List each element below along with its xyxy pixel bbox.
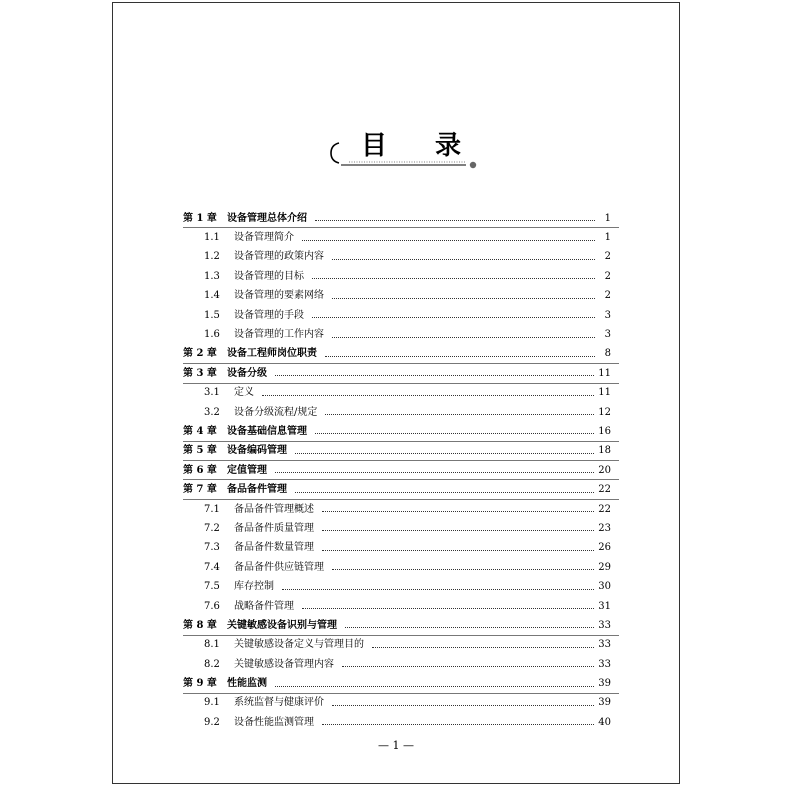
dot-leader <box>332 298 595 299</box>
dot-leader <box>332 569 594 570</box>
dot-leader <box>295 492 594 493</box>
toc-heading <box>321 121 510 176</box>
dot-leader <box>345 627 594 628</box>
dot-leader <box>372 647 594 648</box>
toc-entry-number: 3.2 <box>204 406 220 418</box>
toc-chapter-row[interactable] <box>183 364 611 383</box>
toc-entry-number: 7.5 <box>204 581 220 593</box>
toc-entry-number: 第 5 章 <box>183 445 217 457</box>
toc-entry-page: 16 <box>598 425 611 437</box>
dot-leader <box>322 724 594 725</box>
toc-entry-title: 备品备件管理 <box>227 484 287 496</box>
dot-leader <box>275 375 594 376</box>
dot-leader <box>342 666 594 667</box>
toc-entry-title: 战略备件管理 <box>234 600 294 612</box>
toc-entry-title: 库存控制 <box>234 581 274 593</box>
toc-chapter-row[interactable] <box>183 480 611 499</box>
toc-entry-title: 关键敏感设备管理内容 <box>234 658 334 670</box>
dot-leader <box>295 453 594 454</box>
toc-entry-page: 30 <box>598 581 611 593</box>
dot-leader <box>315 220 595 221</box>
table-of-contents <box>183 209 611 733</box>
toc-chapter-row[interactable] <box>183 345 611 364</box>
toc-entry-page: 2 <box>604 290 611 302</box>
dot-leader <box>302 608 594 609</box>
toc-entry-number: 9.1 <box>204 697 220 709</box>
toc-entry-page: 39 <box>598 697 611 709</box>
toc-chapter-row[interactable] <box>183 442 611 461</box>
toc-entry-title: 备品备件数量管理 <box>234 542 314 554</box>
toc-entry-title: 关键敏感设备定义与管理目的 <box>234 639 364 651</box>
toc-entry-number: 第 4 章 <box>183 425 217 437</box>
toc-entry-number: 第 8 章 <box>183 619 217 631</box>
toc-entry-title: 设备管理的工作内容 <box>234 329 324 341</box>
toc-section-row[interactable] <box>183 248 611 267</box>
toc-entry-title: 备品备件质量管理 <box>234 522 314 534</box>
toc-entry-page: 33 <box>598 639 611 651</box>
toc-entry-number: 第 3 章 <box>183 367 217 379</box>
dot-leader <box>325 414 594 415</box>
document-page <box>112 2 680 784</box>
toc-chapter-row[interactable] <box>183 461 611 480</box>
toc-entry-page: 1 <box>604 232 611 244</box>
toc-entry-number: 7.6 <box>204 600 220 612</box>
dot-leader <box>322 550 594 551</box>
toc-chapter-row[interactable] <box>183 422 611 441</box>
toc-entry-page: 18 <box>598 445 611 457</box>
toc-entry-title: 设备性能监测管理 <box>234 716 314 728</box>
page-number: — 1 — <box>378 739 414 752</box>
toc-entry-number: 8.1 <box>204 639 220 651</box>
toc-section-row[interactable] <box>183 325 611 344</box>
toc-section-row[interactable] <box>183 636 611 655</box>
toc-entry-page: 8 <box>604 348 611 360</box>
toc-entry-page: 40 <box>598 716 611 728</box>
toc-entry-page: 11 <box>598 367 611 379</box>
toc-entry-number: 1.6 <box>204 329 220 341</box>
toc-section-row[interactable] <box>183 558 611 577</box>
dot-leader <box>315 433 594 434</box>
toc-entry-number: 1.4 <box>204 290 220 302</box>
toc-section-row[interactable] <box>183 694 611 713</box>
dot-leader <box>302 240 595 241</box>
dot-leader <box>275 686 594 687</box>
toc-section-row[interactable] <box>183 577 611 596</box>
toc-entry-page: 29 <box>598 561 611 573</box>
toc-entry-page: 22 <box>598 503 611 515</box>
toc-entry-number: 第 9 章 <box>183 678 217 690</box>
page-title: 目录 <box>361 131 510 161</box>
toc-section-row[interactable] <box>183 500 611 519</box>
toc-entry-page: 33 <box>598 619 611 631</box>
toc-entry-page: 12 <box>598 406 611 418</box>
toc-entry-page: 1 <box>604 212 611 224</box>
toc-section-row[interactable] <box>183 403 611 422</box>
dot-leader <box>332 337 595 338</box>
toc-entry-number: 第 7 章 <box>183 484 217 496</box>
toc-section-row[interactable] <box>183 539 611 558</box>
toc-entry-title: 设备管理的要素网络 <box>234 290 324 302</box>
toc-section-row[interactable] <box>183 655 611 674</box>
dot-leader <box>275 472 594 473</box>
toc-entry-title: 定义 <box>234 387 254 399</box>
dot-leader <box>312 317 595 318</box>
dot-leader <box>312 278 595 279</box>
toc-entry-page: 11 <box>598 387 611 399</box>
toc-entry-page: 33 <box>598 658 611 670</box>
toc-entry-number: 9.2 <box>204 716 220 728</box>
toc-section-row[interactable] <box>183 306 611 325</box>
toc-entry-title: 备品备件管理概述 <box>234 503 314 515</box>
toc-entry-page: 39 <box>598 678 611 690</box>
toc-entry-page: 31 <box>598 600 611 612</box>
toc-section-row[interactable] <box>183 228 611 247</box>
toc-entry-title: 设备工程师岗位职责 <box>227 348 317 360</box>
toc-entry-number: 7.4 <box>204 561 220 573</box>
dot-leader <box>322 530 594 531</box>
toc-section-row[interactable] <box>183 267 611 286</box>
dot-leader <box>282 589 594 590</box>
toc-entry-page: 2 <box>604 251 611 263</box>
toc-entry-page: 22 <box>598 484 611 496</box>
toc-entry-number: 第 6 章 <box>183 464 217 476</box>
toc-entry-title: 设备管理总体介绍 <box>227 212 307 224</box>
toc-entry-number: 第 1 章 <box>183 212 217 224</box>
toc-entry-title: 设备管理的目标 <box>234 270 304 282</box>
toc-entry-page: 20 <box>598 464 611 476</box>
toc-entry-page: 26 <box>598 542 611 554</box>
toc-entry-title: 系统监督与健康评价 <box>234 697 324 709</box>
toc-entry-number: 3.1 <box>204 387 220 399</box>
toc-entry-page: 23 <box>598 522 611 534</box>
toc-entry-title: 性能监测 <box>227 678 267 690</box>
dot-leader <box>332 259 595 260</box>
toc-entry-number: 1.5 <box>204 309 220 321</box>
toc-entry-title: 设备分级 <box>227 367 267 379</box>
dot-leader <box>325 356 595 357</box>
toc-chapter-row[interactable] <box>183 616 611 635</box>
toc-entry-number: 7.3 <box>204 542 220 554</box>
toc-entry-number: 7.1 <box>204 503 220 515</box>
toc-entry-number: 1.1 <box>204 232 220 244</box>
toc-entry-page: 3 <box>604 309 611 321</box>
dot-leader <box>262 395 594 396</box>
toc-entry-number: 1.3 <box>204 270 220 282</box>
toc-entry-title: 设备管理的手段 <box>234 309 304 321</box>
toc-section-row[interactable] <box>183 713 611 732</box>
toc-entry-number: 8.2 <box>204 658 220 670</box>
toc-section-row[interactable] <box>183 287 611 306</box>
toc-entry-title: 设备管理简介 <box>234 232 294 244</box>
toc-entry-title: 备品备件供应链管理 <box>234 561 324 573</box>
toc-entry-number: 第 2 章 <box>183 348 217 360</box>
toc-entry-title: 关键敏感设备识别与管理 <box>227 619 337 631</box>
dot-leader <box>322 511 594 512</box>
toc-section-row[interactable] <box>183 597 611 616</box>
toc-entry-title: 设备分级流程/规定 <box>234 406 318 418</box>
toc-entry-page: 2 <box>604 270 611 282</box>
toc-entry-title: 设备基础信息管理 <box>227 425 307 437</box>
toc-entry-title: 设备编码管理 <box>227 445 287 457</box>
toc-section-row[interactable] <box>183 384 611 403</box>
toc-entry-page: 3 <box>604 329 611 341</box>
toc-entry-number: 7.2 <box>204 522 220 534</box>
dot-leader <box>332 705 594 706</box>
toc-entry-number: 1.2 <box>204 251 220 263</box>
toc-section-row[interactable] <box>183 519 611 538</box>
toc-entry-title: 设备管理的政策内容 <box>234 251 324 263</box>
toc-entry-title: 定值管理 <box>227 464 267 476</box>
toc-chapter-row[interactable] <box>183 674 611 693</box>
toc-chapter-row[interactable] <box>183 209 611 228</box>
